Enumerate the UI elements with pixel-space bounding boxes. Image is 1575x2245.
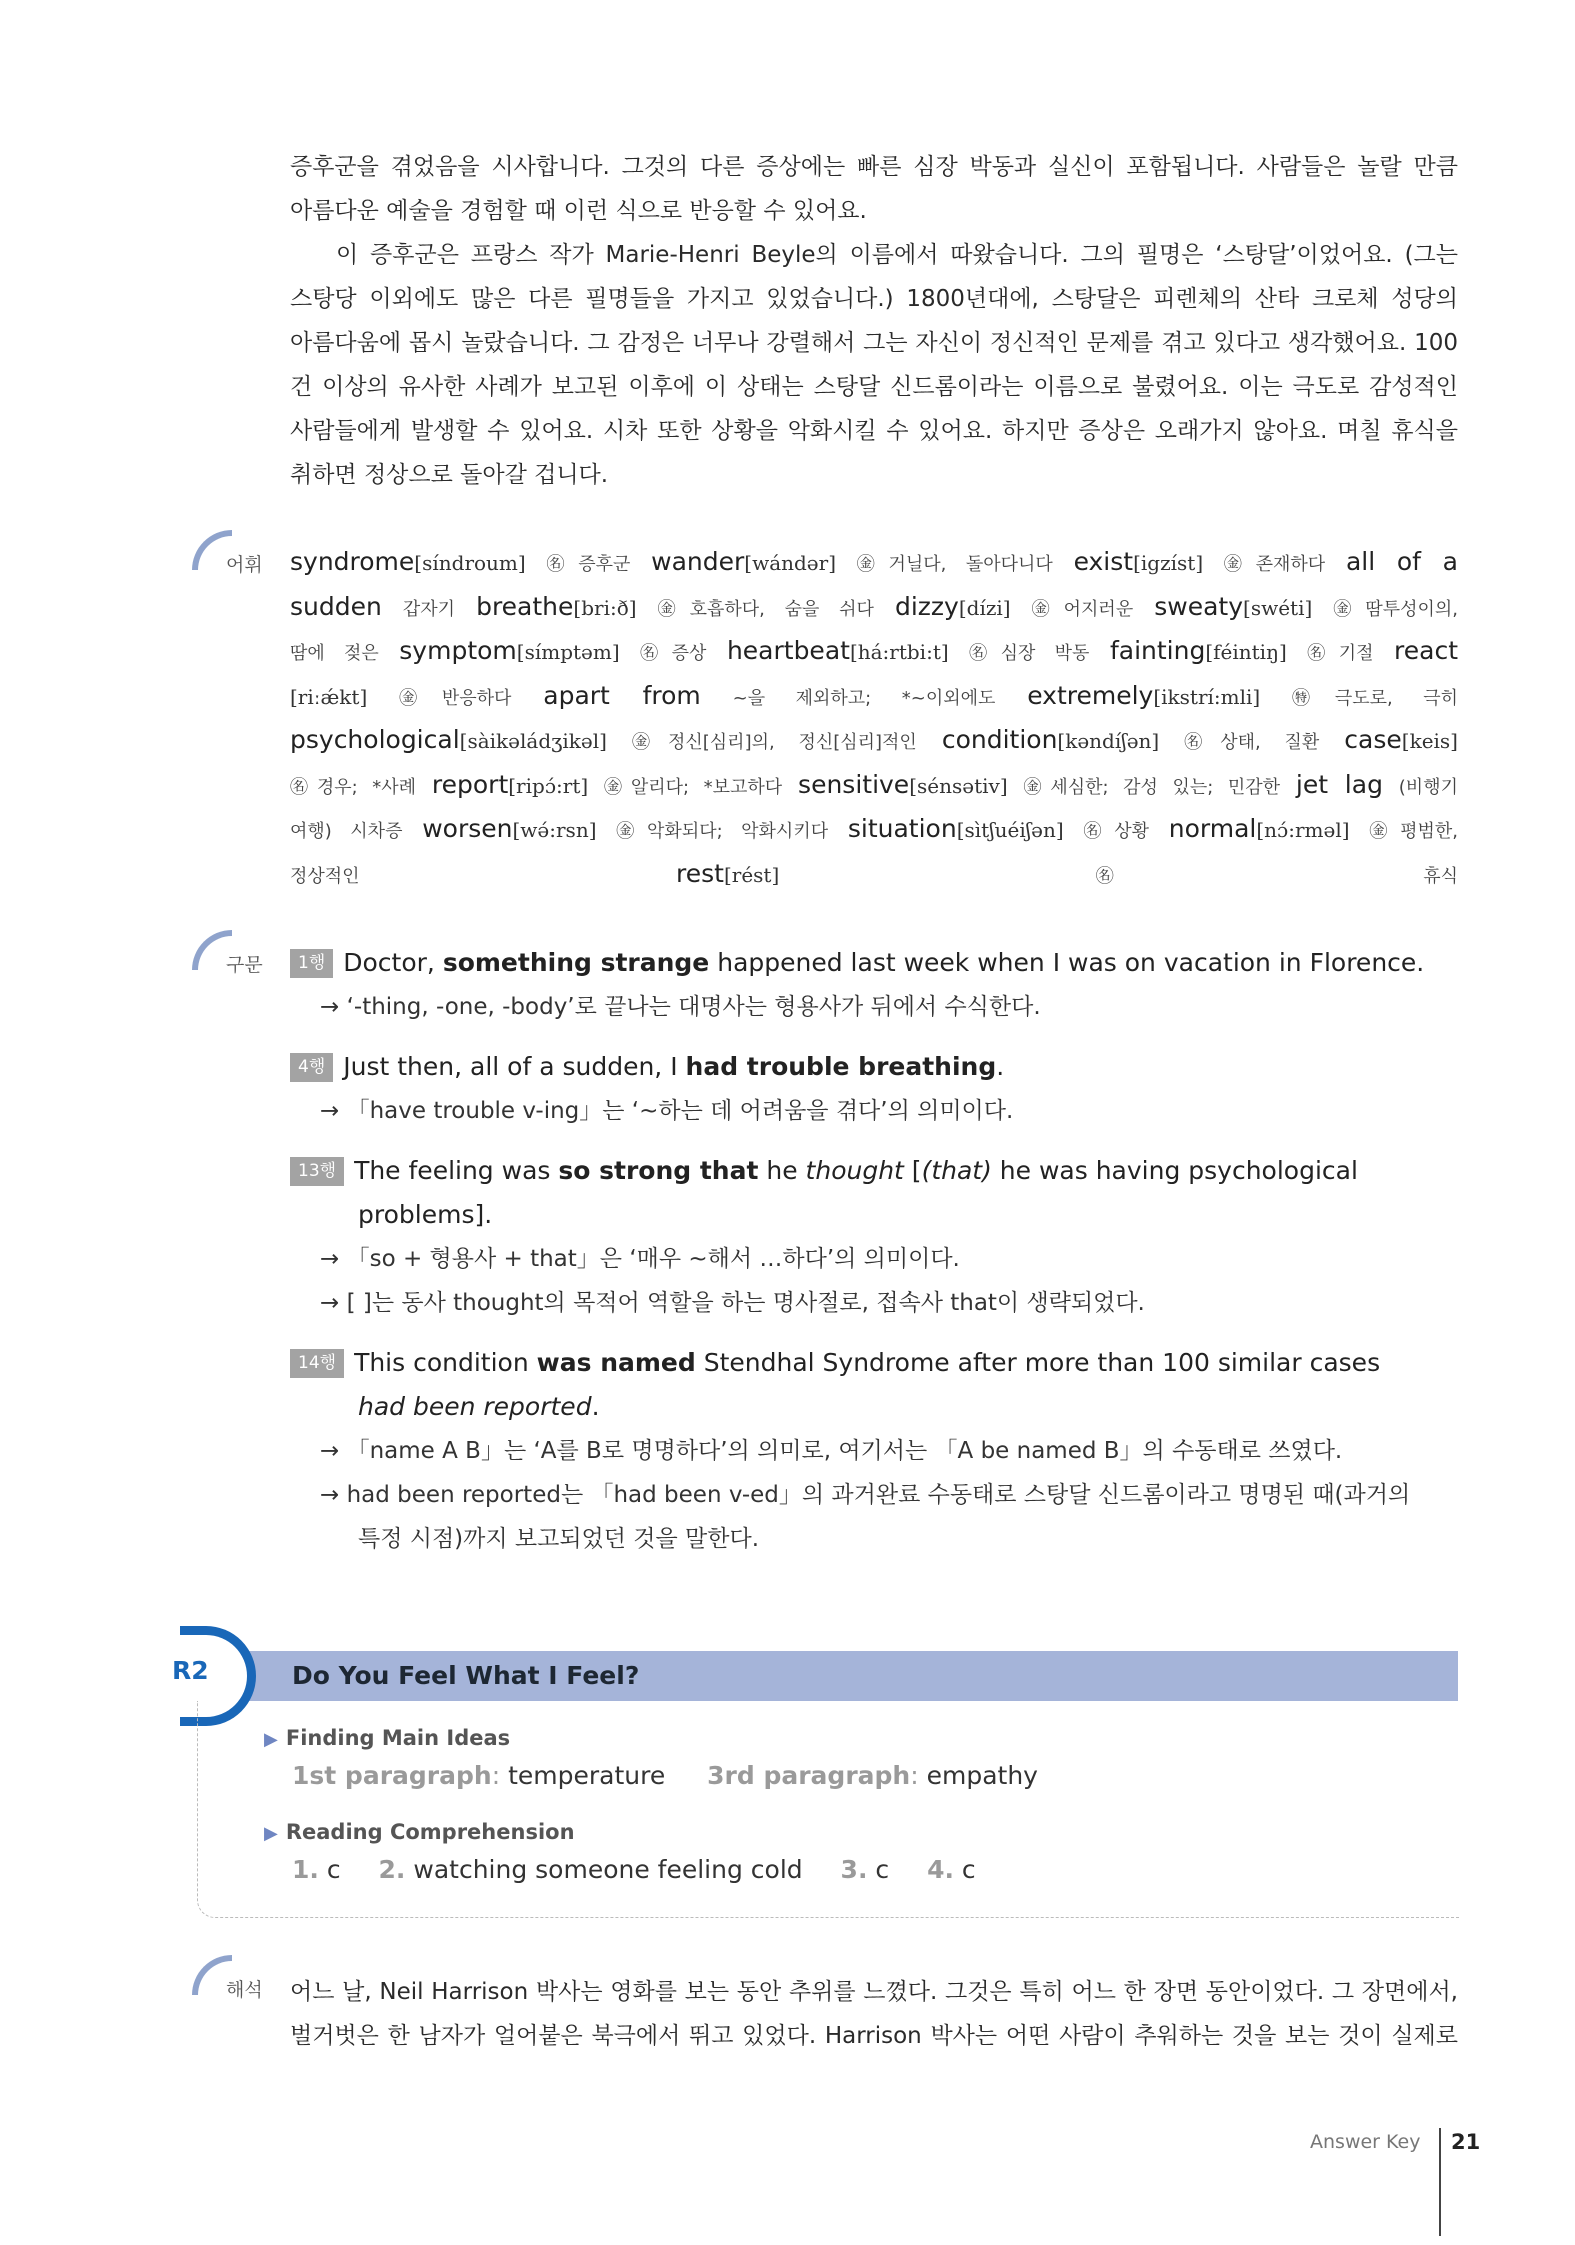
vocab-meaning: ㊔증후군 <box>546 554 631 575</box>
vocab-entry <box>651 547 1053 576</box>
paragraph-line: 증후군을 겪었음을 시사합니다. 그것의 다른 증상에는 빠른 심장 박동과 실신이 포함됩니다. 사람들은 놀랄 만큼 <box>290 154 1458 180</box>
vocab-entry <box>290 725 917 754</box>
vocab-meaning: ㊎어지러운 <box>1031 598 1134 620</box>
vocab-word: sensitive <box>798 769 910 799</box>
vocab-phonetic: [há:rtbi:t] <box>849 640 949 664</box>
vocab-line <box>290 674 1458 719</box>
answer-value: watching someone feeling cold <box>413 1855 803 1884</box>
sentence-continuation <box>290 1385 1470 1429</box>
sentence-segment: This condition <box>354 1348 537 1377</box>
vocab-entry <box>1073 547 1326 576</box>
translation-paragraph <box>290 1970 1458 2058</box>
footer-answer-key: Answer Key <box>1310 2131 1421 2153</box>
translation-line: 어느 날, Neil Harrison 박사는 영화를 보는 동안 추위를 느꼈다. 그것은 특히 어느 한 장면 동안이었다. 그 장면에서, <box>290 1979 1458 2005</box>
vocab-word: normal <box>1168 814 1257 843</box>
paragraph-line: 취하면 정상으로 돌아갈 겁니다. <box>290 462 609 488</box>
line-number-badge: 13행 <box>290 1157 344 1186</box>
grammar-note: → [ ]는 동사 thought의 목적어 역할을 하는 명사절로, 접속사 that이 생략되었다. <box>320 1290 1145 1316</box>
answer-value: c <box>875 1855 890 1884</box>
vocab-word: worsen <box>422 814 513 843</box>
main-ideas-answers: 1st paragraph: temperature 3rd paragraph: empathy <box>292 1761 1038 1790</box>
answer-value: c <box>961 1855 976 1884</box>
vocab-phonetic: [wándər] <box>744 551 836 575</box>
paragraph-line: 아름다운 예술을 경험할 때 이런 식으로 반응할 수 있어요. <box>290 198 867 224</box>
sentence-segment: so strong that <box>558 1156 759 1185</box>
reading-comprehension-heading <box>264 1820 575 1844</box>
vocab-word: psychological <box>290 725 460 754</box>
vocab-entry <box>431 769 783 799</box>
vocab-word: breathe <box>476 591 574 621</box>
heading-text: Reading Comprehension <box>285 1820 575 1844</box>
sentence-segment: thought <box>805 1156 904 1185</box>
p1-label: 1st paragraph <box>292 1761 492 1790</box>
answer-value: c <box>326 1855 341 1884</box>
vocab-entry <box>941 725 1320 754</box>
vocab-entry <box>1345 547 1458 576</box>
comprehension-answers <box>292 1855 976 1884</box>
vocab-meaning: ㊔상태, 질환 <box>1184 732 1320 753</box>
footer-divider <box>1439 2128 1441 2236</box>
vocab-entry <box>290 685 511 710</box>
vocab-word: react <box>1394 636 1459 665</box>
triangle-bullet-icon: ▶ <box>264 1729 278 1750</box>
vocab-entry <box>726 636 1090 665</box>
vocab-word: symptom <box>399 636 517 665</box>
translation-section-marker <box>192 1955 272 2015</box>
vocab-entry <box>1295 769 1458 799</box>
vocab-entry <box>290 818 402 843</box>
vocab-entry <box>399 636 707 665</box>
translation-line: 벌거벗은 한 남자가 얼어붙은 북극에서 뛰고 있었다. Harrison 박사는 어떤 사람이 추워하는 것을 보는 것이 실제로 <box>290 2023 1458 2049</box>
vocab-line <box>290 807 1458 852</box>
structure-label: 구문 <box>226 954 263 976</box>
vocab-phonetic: [swéti] <box>1243 595 1313 620</box>
vocab-word: all of a <box>1345 547 1458 576</box>
vocab-word: report <box>431 769 509 799</box>
answer-number: 2. <box>378 1855 406 1884</box>
grammar-note: → 「so + 형용사 + that」은 ‘매우 ~해서 …하다’의 의미이다. <box>320 1246 960 1272</box>
vocab-entry <box>290 640 379 665</box>
vocab-word: sudden <box>290 591 382 621</box>
vocab-meaning: ㊎세심한; 감성 있는; 민감한 <box>1023 776 1281 798</box>
vocab-line <box>290 629 1458 674</box>
vocab-word: wander <box>651 547 745 576</box>
vocab-word: jet lag <box>1295 769 1383 799</box>
vocabulary-list <box>290 540 1458 896</box>
heading-text: Finding Main Ideas <box>285 1726 511 1750</box>
grammar-note: → had been reported는 「had been v-ed」의 과거완료 수동태로 스탕달 신드롬이라고 명명된 때(과거의 <box>320 1482 1411 1508</box>
vocab-meaning: ㊎호흡하다, 숨을 쉬다 <box>657 598 874 620</box>
example-sentence <box>354 1149 1358 1193</box>
answer-number: 4. <box>927 1855 954 1884</box>
vocab-line <box>290 540 1458 585</box>
triangle-bullet-icon: ▶ <box>264 1823 278 1844</box>
vocab-entry <box>290 591 456 621</box>
vocab-meaning: ㊕극도로, 극히 <box>1292 687 1459 709</box>
sentence-segment: was named <box>536 1348 696 1377</box>
sentence-segment: he <box>758 1156 806 1185</box>
vocab-word: heartbeat <box>726 636 850 665</box>
vocab-entry <box>1344 725 1458 754</box>
vocab-entry <box>476 591 874 621</box>
answer-number: 3. <box>840 1855 868 1884</box>
vocab-phonetic: [sàikəládʒikəl] <box>459 729 607 753</box>
vocab-phonetic: [sénsətiv] <box>909 773 1008 798</box>
vocab-meaning: ㊎평범한, <box>1369 821 1458 842</box>
sentence-segment: Just then, all of a sudden, I <box>343 1052 686 1081</box>
vocab-meaning: ㊔휴식 <box>1095 865 1458 887</box>
sentence-segment: something strange <box>442 948 710 977</box>
paragraph-line: 스탕당 이외에도 많은 다른 필명들을 가지고 있었습니다.) 1800년대에, 스탕달은 피렌체의 산타 크로체 성당의 <box>290 286 1458 312</box>
vocab-section-marker <box>192 530 272 590</box>
structure-section-marker <box>192 930 272 990</box>
vocab-entry <box>1027 680 1459 710</box>
vocab-phonetic: [féintiŋ] <box>1205 640 1287 664</box>
sentence-segment: had trouble breathing <box>685 1052 997 1081</box>
p1-value: temperature <box>508 1761 666 1790</box>
sentence-segment: (that) <box>921 1156 992 1185</box>
vocab-phonetic: [ripɔ́:rt] <box>508 773 589 798</box>
vocab-meaning: ㊎악화되다; 악화시키다 <box>616 821 829 842</box>
vocab-line <box>290 585 1458 630</box>
sentence-segment: . <box>996 1052 1005 1081</box>
paragraph-line: 사람들에게 발생할 수 있어요. 시차 또한 상황을 악화시킬 수 있어요. 하지만 증상은 오래가지 않아요. 며칠 휴식을 <box>290 418 1458 444</box>
vocab-phonetic: [ikstrí:mli] <box>1153 684 1261 709</box>
grammar-note: → 「have trouble v-ing」는 ‘~하는 데 어려움을 겪다’의 의미이다. <box>320 1098 1014 1124</box>
vocab-entry <box>290 774 416 799</box>
vocab-entry <box>1154 591 1459 621</box>
structure-item <box>290 1341 1470 1561</box>
line-number-badge: 14행 <box>290 1349 344 1378</box>
vocab-entry <box>1168 814 1458 843</box>
sentence-structure-list <box>290 941 1470 1577</box>
example-sentence <box>343 941 1424 985</box>
vocab-word: dizzy <box>894 591 959 621</box>
vocab-meaning: ㊎거닐다, 돌아다니다 <box>856 554 1053 575</box>
vocab-phonetic: [igzíst] <box>1133 551 1204 575</box>
vocab-word: situation <box>847 814 957 843</box>
vocab-phonetic: [wə́:rsn] <box>512 818 597 842</box>
example-sentence <box>354 1341 1380 1385</box>
grammar-note-continuation: 특정 시점)까지 보고되었던 것을 말한다. <box>358 1526 760 1552</box>
sentence-segment: had been reported <box>358 1392 592 1421</box>
vocab-entry <box>290 863 360 888</box>
vocab-entry <box>894 591 1134 621</box>
line-number-badge: 4행 <box>290 1053 333 1082</box>
sentence-segment: [ <box>903 1156 922 1185</box>
vocab-meaning: ㊔상황 <box>1083 821 1149 842</box>
paragraph-line: 건 이상의 유사한 사례가 보고된 이후에 이 상태는 스탕달 신드롬이라는 이름으로 불렸어요. 이는 극도로 감성적인 <box>290 374 1458 400</box>
vocab-word: rest <box>676 858 724 888</box>
vocab-entry <box>422 814 829 843</box>
vocab-phonetic: [kəndíʃən] <box>1057 729 1160 753</box>
vocab-line <box>290 718 1458 763</box>
vocab-word: exist <box>1073 547 1134 576</box>
sentence-continuation <box>290 1193 1470 1237</box>
vocab-entry <box>798 769 1281 799</box>
sentence-segment: happened last week when I was on vacation in Florence. <box>709 948 1425 977</box>
vocab-line <box>290 852 1458 897</box>
vocab-entry <box>1394 636 1459 665</box>
vocab-phonetic: [keis] <box>1401 729 1458 753</box>
korean-paragraph <box>290 145 1458 497</box>
vocab-entry <box>1109 636 1374 665</box>
vocab-meaning: ㊎알리다; *보고하다 <box>604 776 783 798</box>
structure-item <box>290 1045 1470 1133</box>
vocab-entry <box>847 814 1149 843</box>
vocab-phonetic: [síndroum] <box>414 551 526 575</box>
line-number-badge: 1행 <box>290 949 333 978</box>
vocab-meaning: ㊔기절 <box>1307 643 1374 664</box>
vocab-meaning: (비행기 <box>1398 776 1458 798</box>
r2-label: R2 <box>172 1656 209 1685</box>
vocab-meaning: ㊎정신[심리]의, 정신[심리]적인 <box>631 732 917 753</box>
sentence-segment: The feeling was <box>354 1156 559 1185</box>
paragraph-line: 아름다움에 몹시 놀랐습니다. 그 감정은 너무나 강렬해서 그는 자신이 정신적인 문제를 겪고 있다고 생각했어요. 100 <box>290 330 1458 356</box>
vocab-meaning: ㊔경우; *사례 <box>290 776 417 798</box>
p3-value: empathy <box>926 1761 1038 1790</box>
vocab-label: 어휘 <box>226 554 263 576</box>
vocab-word: fainting <box>1109 636 1206 665</box>
vocab-phonetic: [rést] <box>723 862 780 887</box>
vocab-word: condition <box>941 725 1058 754</box>
vocab-word: sweaty <box>1154 591 1244 621</box>
grammar-note: → 「name A B」는 ‘A를 B로 명명하다’의 의미로, 여기서는 「A be named B」의 수동태로 쓰였다. <box>320 1438 1343 1464</box>
vocab-meaning: ㊔심장 박동 <box>969 643 1090 664</box>
sentence-segment: he was having psychological <box>991 1156 1358 1185</box>
vocab-word: extremely <box>1027 680 1154 710</box>
vocab-meaning: 정상적인 <box>290 865 360 887</box>
sentence-segment: Doctor, <box>343 948 443 977</box>
finding-main-ideas-heading <box>264 1726 510 1750</box>
vocab-phonetic: [bri:ð] <box>573 595 637 620</box>
sentence-segment: . <box>591 1392 600 1421</box>
vocab-entry <box>543 680 996 710</box>
vocab-meaning: ㊎반응하다 <box>399 687 512 709</box>
translation-label: 해석 <box>226 1979 263 2001</box>
vocab-word: apart from <box>543 680 701 710</box>
paragraph-line: 이 증후군은 프랑스 작가 Marie-Henri Beyle의 이름에서 따왔습니다. 그의 필명은 ‘스탕달’이었어요. (그는 <box>336 242 1458 268</box>
vocab-entry <box>290 547 631 576</box>
structure-item <box>290 941 1470 1029</box>
vocab-meaning: ~을 제외하고; *~이외에도 <box>732 687 996 709</box>
vocab-line <box>290 763 1458 808</box>
vocab-word: syndrome <box>290 547 415 576</box>
vocab-meaning: 갑자기 <box>402 598 456 620</box>
vocab-entry <box>676 858 1458 888</box>
vocab-phonetic: [riːǽkt] <box>290 684 368 709</box>
example-sentence <box>343 1045 1004 1089</box>
vocab-phonetic: [sìtʃuéiʃən] <box>956 818 1064 842</box>
vocab-phonetic: [dízi] <box>958 595 1011 620</box>
vocab-meaning: 땀에 젖은 <box>290 643 379 664</box>
structure-item <box>290 1149 1470 1325</box>
p3-label: 3rd paragraph <box>707 1761 911 1790</box>
answer-number: 1. <box>292 1855 319 1884</box>
sentence-segment: Stendhal Syndrome after more than 100 similar cases <box>695 1348 1381 1377</box>
vocab-meaning: ㊎존재하다 <box>1223 554 1326 575</box>
vocab-phonetic: [símptəm] <box>516 640 620 664</box>
r2-title: Do You Feel What I Feel? <box>292 1661 640 1690</box>
grammar-note: → ‘-thing, -one, -body’로 끝나는 대명사는 형용사가 뒤에서 수식한다. <box>320 994 1041 1020</box>
vocab-meaning: ㊎땀투성이의, <box>1333 598 1459 620</box>
vocab-meaning: ㊔증상 <box>640 643 707 664</box>
vocab-phonetic: [nɔ́:rməl] <box>1256 818 1350 842</box>
page-number: 21 <box>1451 2130 1481 2154</box>
vocab-meaning: 여행) 시차증 <box>290 821 403 842</box>
sentence-segment: problems]. <box>358 1200 493 1229</box>
vocab-word: case <box>1344 725 1402 754</box>
